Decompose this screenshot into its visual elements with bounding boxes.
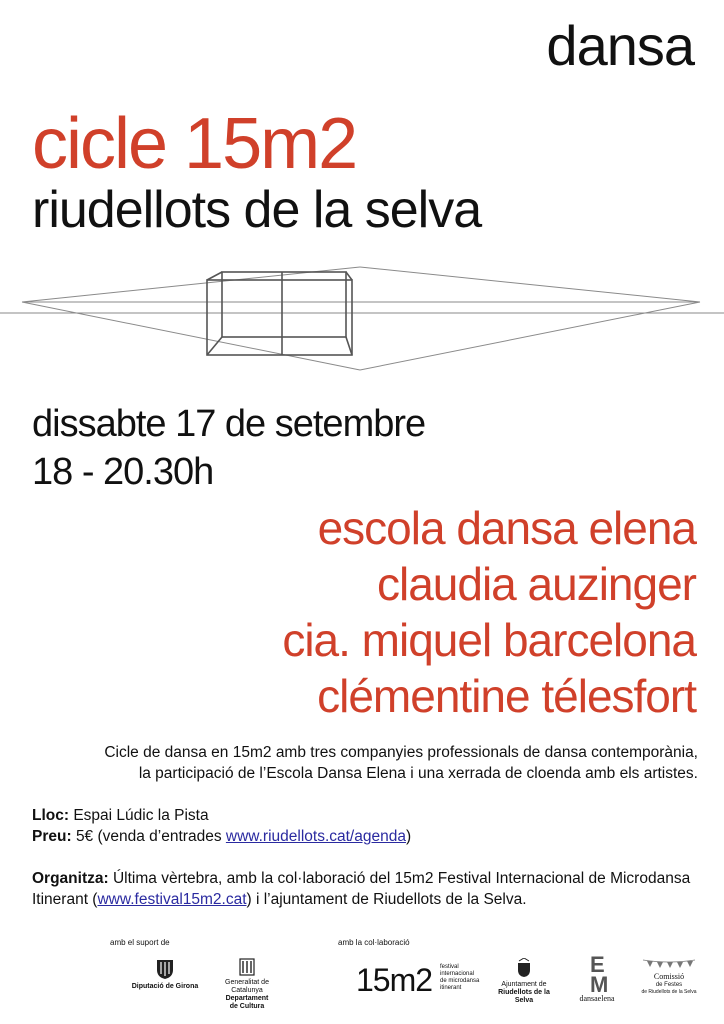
bunting-icon bbox=[643, 958, 695, 970]
venue-value: Espai Lúdic la Pista bbox=[73, 807, 209, 824]
support-label: amb el suport de bbox=[110, 938, 170, 947]
festival-15m2-mark: 15m2 bbox=[356, 962, 433, 998]
event-description bbox=[18, 742, 698, 784]
organizer-text-1: Última vèrtebra, amb la col·laboració del 15m2 Festival Internacional de Microdansa Itinerant ( bbox=[32, 870, 691, 908]
comissio-festes-logo bbox=[640, 958, 698, 995]
price-close: ) bbox=[405, 828, 412, 845]
festival-line-1: festival bbox=[440, 964, 459, 970]
performer-item: cia. miquel barcelona bbox=[282, 614, 696, 666]
price-line bbox=[32, 827, 411, 847]
diputacio-girona-logo bbox=[128, 958, 202, 991]
ajuntament-line-1: Ajuntament de bbox=[501, 981, 547, 988]
price-value: 5€ (venda d’entrades bbox=[75, 828, 222, 845]
comissio-line-2: de Festes bbox=[655, 982, 683, 988]
generalitat-line-3: de Cultura bbox=[229, 1003, 265, 1010]
poster-title: cicle 15m2 bbox=[32, 104, 357, 184]
senyera-shield-icon bbox=[239, 958, 255, 976]
generalitat-line-1: Generalitat de Catalunya bbox=[225, 979, 269, 994]
description-line-1: Cicle de dansa en 15m2 amb tres companyies professionals de dansa contemporània, bbox=[104, 744, 698, 761]
comissio-line-1: Comissió bbox=[653, 972, 685, 981]
generalitat-logo bbox=[212, 958, 282, 1011]
generalitat-line-2: Departament bbox=[225, 995, 269, 1002]
comissio-line-3: de Riudellots de la Selva bbox=[641, 989, 697, 995]
dansaelena-logo bbox=[574, 952, 620, 1003]
category-label: dansa bbox=[546, 14, 694, 77]
performer-item: escola dansa elena bbox=[317, 502, 696, 554]
ajuntament-line-2: Riudellots de la Selva bbox=[498, 989, 550, 1004]
price-label: Preu: bbox=[32, 828, 72, 845]
ajuntament-logo bbox=[492, 958, 556, 1005]
performer-item: clémentine télesfort bbox=[317, 670, 696, 722]
festival-15m2-logo bbox=[356, 962, 496, 1002]
diputacio-name: Diputació de Girona bbox=[131, 983, 199, 990]
venue-label: Lloc: bbox=[32, 807, 70, 824]
dansaelena-name: dansaelena bbox=[579, 994, 615, 1003]
festival-line-4: itinerant bbox=[440, 985, 462, 991]
poster-subtitle: riudellots de la selva bbox=[32, 181, 482, 239]
organizer-text-2: ) i l’ajuntament de Riudellots de la Selva. bbox=[246, 891, 527, 908]
collaboration-label: amb la col·laboració bbox=[338, 938, 410, 947]
coat-of-arms-icon bbox=[155, 958, 175, 980]
organizer-block bbox=[32, 868, 702, 910]
event-time: 18 - 20.30h bbox=[32, 451, 214, 493]
venue-line bbox=[32, 806, 209, 826]
performer-item: claudia auzinger bbox=[376, 558, 696, 610]
perspective-cube-drawing bbox=[0, 255, 724, 375]
tickets-link[interactable]: www.riudellots.cat/agenda bbox=[225, 828, 406, 845]
festival-line-2: internacional bbox=[440, 971, 475, 977]
description-line-2: la participació de l’Escola Dansa Elena i una xerrada de cloenda amb els artistes. bbox=[138, 765, 698, 782]
festival-link[interactable]: www.festival15m2.cat bbox=[97, 891, 247, 908]
festival-15m2-text bbox=[440, 964, 479, 992]
town-shield-icon bbox=[516, 958, 532, 978]
organizer-label: Organitza: bbox=[32, 870, 109, 887]
festival-line-3: de microdansa bbox=[440, 978, 480, 984]
dansaelena-mark: EM bbox=[590, 952, 609, 997]
event-date: dissabte 17 de setembre bbox=[32, 403, 426, 445]
